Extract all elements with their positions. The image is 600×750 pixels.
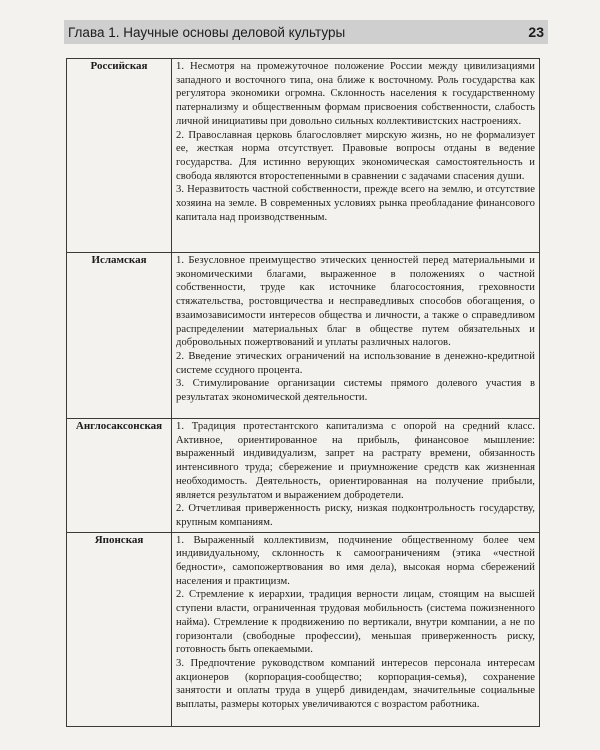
culture-type-cell: Российская: [67, 59, 172, 253]
description-point: 1. Несмотря на промежуточное положение России между цивилизациями западного и восточного типа, она ближе к восточному. Роль государства как регулятора экономики огромна. Склонность населения к государственному патернализму и общественным формам присвоения собственности, слабость личной инициативы при довольно сильных коллективистских настроениях.: [176, 61, 535, 127]
business-culture-table: [66, 58, 540, 727]
description-point: 1. Выраженный коллективизм, подчинение общественному более чем индивидуальному, склонность к самоограничениям (этика «честной бедности», самопожертвования во имя дела), высокая норма сбережений населения и практицизм.: [176, 534, 535, 587]
culture-type-cell: Японская: [67, 532, 172, 726]
description-cell: [172, 419, 540, 533]
description-point: 2. Стремление к иерархии, традиция верности лицам, стоящим на высшей ступени власти, ограниченная трудовая мобильность (система пожизненного найма). Стремление к продвижению по вертикали, внутри компании, а не по горизонтали (свободные профессии), меньшая приверженность риску, готовность быть опекаемыми.: [176, 589, 535, 656]
description-cell: [172, 532, 540, 726]
table-row-anglo-saxon: [67, 419, 540, 533]
table-row-japanese: [67, 532, 540, 726]
table-row-islamic: [67, 253, 540, 419]
description-point: 2. Отчетливая приверженность риску, низкая подконтрольность государству, крупным компаниям.: [176, 503, 535, 528]
description-cell: [172, 253, 540, 419]
description-cell: [172, 59, 540, 253]
page-number: 23: [528, 24, 544, 40]
description-point: 2. Введение этических ограничений на использование в денежно-кредитной системе ссудного процента.: [176, 350, 535, 376]
description-point: 3. Стимулирование организации системы прямого долевого участия в результатах экономической деятельности.: [176, 378, 535, 404]
description-point: 3. Предпочтение руководством компаний интересов персонала интересам акционеров (корпорация-сообщество; корпорация-семья), сохранение занятости и оплаты труда в ущерб дивидендам, значительные социальные выплаты, размеры которых увеличиваются с возрастом работника.: [176, 657, 535, 711]
description-point: 1. Безусловное преимущество этических ценностей перед материальными и экономическими благами, выраженное в положениях о частной собственности, труде как источнике благосостояния, греховности стяжательства, ростовщичества и несправедливых способов обогащения, о взаимозависимости интересов общества и личности, а также о справедливом распределении материальных благ в обществе путем обязательных и добровольных пожертвований и уплаты различных налогов.: [176, 255, 535, 349]
description-point: 1. Традиция протестантского капитализма с опорой на средний класс. Активное, ориентированное на прибыль, финансовое мышление: выраженный индивидуализм, запрет на растрату времени, обязанность интенсивного труда; сбережение и приумножение средств как жизненная необходимость. Деятельность, ориентированная на получение прибыли, является результатом и выражением добродетели.: [176, 421, 535, 501]
table-row-russian: [67, 59, 540, 253]
running-header: [64, 20, 548, 44]
chapter-title: Глава 1. Научные основы деловой культуры: [68, 24, 346, 40]
description-point: 3. Неразвитость частной собственности, прежде всего на землю, и отсутствие хозяина на земле. В современных условиях рынка преобладание финансового капитала над производственным.: [176, 184, 535, 223]
description-point: 2. Православная церковь благословляет мирскую жизнь, но не формализует ее, жесткая норма отсутствует. Правовые вопросы отданы в ведение государства. Для истинно верующих экономическая самостоятельность и свобода являются второстепенными в сравнении с задачами спасения души.: [176, 129, 535, 182]
culture-type-cell: Англосаксонская: [67, 419, 172, 533]
culture-type-cell: Исламская: [67, 253, 172, 419]
